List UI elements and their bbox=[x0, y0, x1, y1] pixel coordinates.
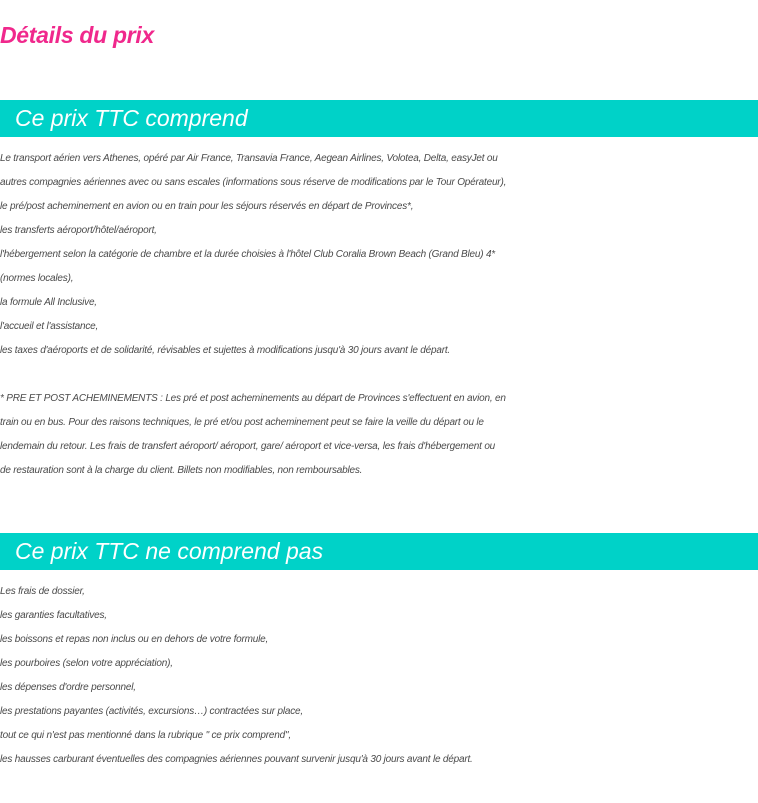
included-section-body bbox=[0, 147, 758, 483]
included-item: l'hébergement selon la catégorie de chambre et la durée choisies à l'hôtel Club Coralia Brown Beach (Grand Bleu) 4* bbox=[0, 249, 495, 260]
included-item: le pré/post acheminement en avion ou en train pour les séjours réservés en départ de Provinces*, bbox=[0, 201, 414, 212]
excluded-item: les pourboires (selon votre appréciation), bbox=[0, 658, 173, 669]
excluded-section-body bbox=[0, 580, 758, 772]
acheminement-note-line: * PRE ET POST ACHEMINEMENTS : Les pré et post acheminements au départ de Provinces s'effectuent en avion, en bbox=[0, 393, 506, 404]
paragraph-gap bbox=[0, 363, 758, 387]
included-item: les transferts aéroport/hôtel/aéroport, bbox=[0, 225, 157, 236]
acheminement-note-line: lendemain du retour. Les frais de transfert aéroport/ aéroport, gare/ aéroport et vice-versa, les frais d'hébergement ou bbox=[0, 441, 496, 452]
excluded-item: Les frais de dossier, bbox=[0, 586, 85, 597]
included-item: Le transport aérien vers Athenes, opéré par Air France, Transavia France, Aegean Airlines, Volotea, Delta, easyJet ou bbox=[0, 153, 498, 164]
excluded-item: les garanties facultatives, bbox=[0, 610, 107, 621]
acheminement-note-line: train ou en bus. Pour des raisons techniques, le pré et/ou post acheminement peut se faire la veille du départ ou le bbox=[0, 417, 484, 428]
included-item: les taxes d'aéroports et de solidarité, révisables et sujettes à modifications jusqu'à 30 jours avant le départ. bbox=[0, 345, 451, 356]
included-item: (normes locales), bbox=[0, 273, 74, 284]
excluded-item: tout ce qui n'est pas mentionné dans la rubrique " ce prix comprend", bbox=[0, 730, 291, 741]
page-title: Détails du prix bbox=[0, 22, 154, 48]
excluded-item: les dépenses d'ordre personnel, bbox=[0, 682, 136, 693]
excluded-item: les hausses carburant éventuelles des compagnies aériennes pouvant survenir jusqu'à 30 jours avant le départ. bbox=[0, 754, 473, 765]
included-section-heading: Ce prix TTC comprend bbox=[0, 100, 758, 137]
excluded-item: les boissons et repas non inclus ou en dehors de votre formule, bbox=[0, 634, 269, 645]
included-item: autres compagnies aériennes avec ou sans escales (informations sous réserve de modifications par le Tour Opérateur), bbox=[0, 177, 507, 188]
excluded-section-heading: Ce prix TTC ne comprend pas bbox=[0, 533, 758, 570]
included-item: la formule All Inclusive, bbox=[0, 297, 97, 308]
included-item: l'accueil et l'assistance, bbox=[0, 321, 99, 332]
excluded-item: les prestations payantes (activités, excursions…) contractées sur place, bbox=[0, 706, 303, 717]
acheminement-note-line: de restauration sont à la charge du client. Billets non modifiables, non remboursables. bbox=[0, 465, 363, 476]
